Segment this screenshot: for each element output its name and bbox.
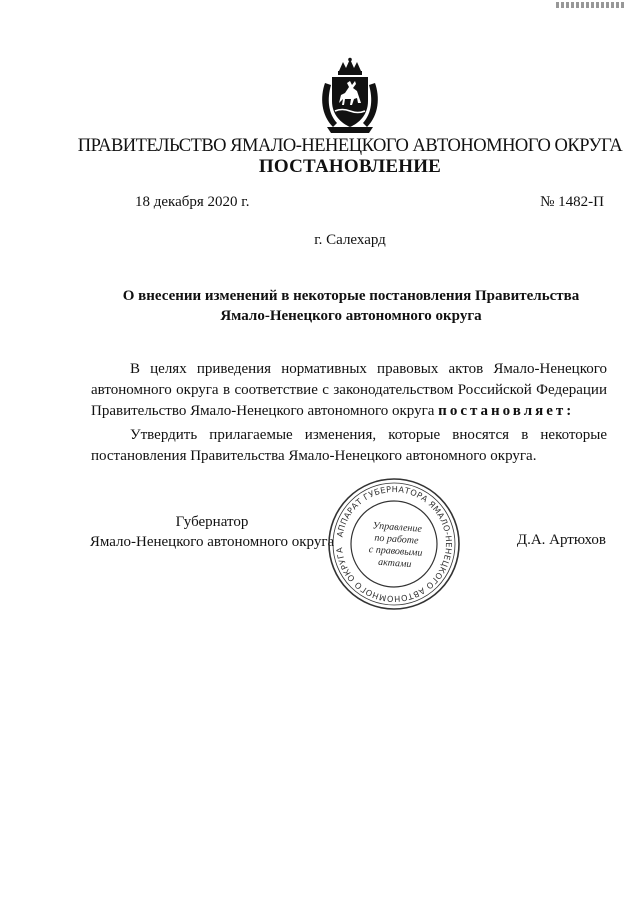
- resolves-word: постановляет:: [438, 403, 575, 419]
- signer-position-line2: Ямало-Ненецкого автономного округа: [89, 534, 335, 550]
- document-number: № 1482-П: [540, 194, 604, 210]
- document-city: г. Салехард: [314, 232, 386, 248]
- stamp-inner-line2: по работе: [374, 532, 419, 547]
- stamp-inner-line1: Управление: [372, 520, 423, 535]
- document-title-line1: О внесении изменений в некоторые постановления Правительства: [122, 288, 580, 304]
- stamp-inner-text: [354, 519, 437, 572]
- document-date: 18 декабря 2020 г.: [135, 194, 250, 210]
- paragraph-1-text: В целях приведения нормативных правовых актов Ямало-Ненецкого автономного округа в соответствие с законодательством Российской Федерации Правительство Ямало-Ненецкого автономного округа: [91, 361, 607, 419]
- signer-position: [88, 512, 336, 552]
- stamp-inner-line3: с правовыми: [368, 544, 423, 559]
- body-paragraph-2: Утвердить прилагаемые изменения, которые вносятся в некоторые постановления Правительства Ямало-Ненецкого автономного округа.: [91, 427, 607, 464]
- document-title: [96, 286, 606, 326]
- scan-artifact: [556, 2, 624, 8]
- signer-position-line1: Губернатор: [175, 514, 249, 530]
- stamp-ring-text: АППАРАТ ГУБЕРНАТОРА ЯМАЛО-НЕНЕЦКОГО АВТОНОМНОГО ОКРУГА: [334, 483, 455, 605]
- body-paragraph-1: [91, 359, 607, 422]
- coat-of-arms-icon: [317, 57, 383, 135]
- signer-name: Д.А. Артюхов: [516, 532, 606, 548]
- document-title-line2: Ямало-Ненецкого автономного округа: [220, 308, 482, 324]
- government-name: ПРАВИТЕЛЬСТВО ЯМАЛО-НЕНЕЦКОГО АВТОНОМНОГО ОКРУГА: [77, 136, 623, 156]
- document-type: ПОСТАНОВЛЕНИЕ: [258, 156, 442, 177]
- stamp-inner-line4: актами: [377, 556, 412, 571]
